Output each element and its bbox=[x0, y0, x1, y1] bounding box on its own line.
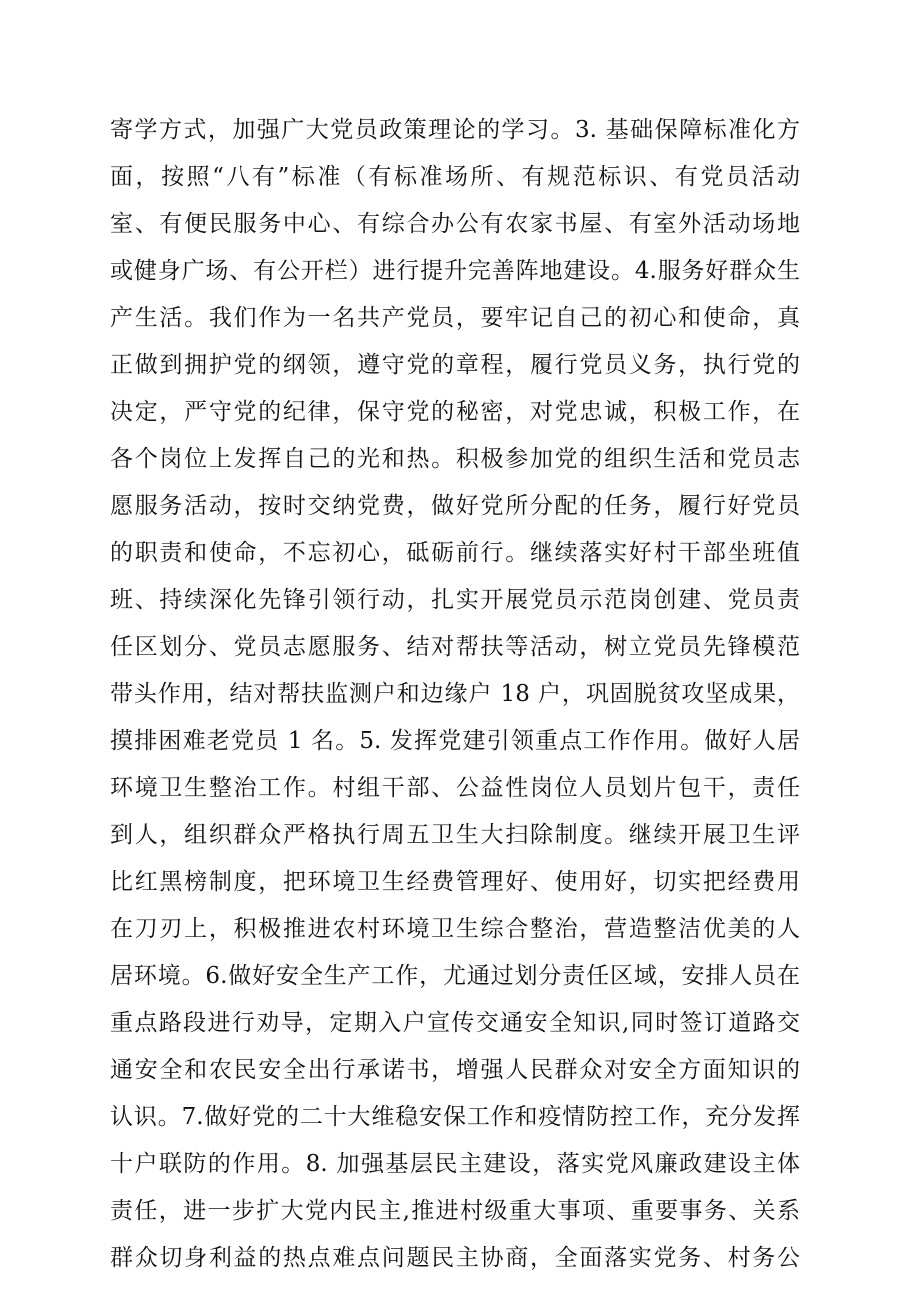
text-line: 群众切身利益的热点难点问题民主协商，全面落实党务、村务公 bbox=[110, 1245, 800, 1271]
text-line: 班、持续深化先锋引领行动，扎实开展党员示范岗创建、党员责 bbox=[110, 587, 800, 613]
text-line: 重点路段进行劝导，定期入户宣传交通安全知识,同时签订道路交 bbox=[110, 1010, 800, 1036]
text-line: 在刀刃上，积极推进农村环境卫生综合整治，营造整洁优美的人 bbox=[110, 916, 800, 942]
body-text bbox=[110, 107, 800, 1282]
text-line: 到人，组织群众严格执行周五卫生大扫除制度。继续开展卫生评 bbox=[110, 822, 800, 848]
text-line: 任区划分、党员志愿服务、结对帮扶等活动，树立党员先锋模范 bbox=[110, 634, 800, 660]
text-line: 或健身广场、有公开栏）进行提升完善阵地建设。4.服务好群众生 bbox=[110, 258, 800, 284]
text-line: 摸排困难老党员 1 名。5. 发挥党建引领重点工作作用。做好人居 bbox=[110, 728, 800, 754]
text-line: 带头作用，结对帮扶监测户和边缘户 18 户，巩固脱贫攻坚成果， bbox=[110, 681, 800, 707]
text-line: 产生活。我们作为一名共产党员，要牢记自己的初心和使命，真 bbox=[110, 305, 800, 331]
text-line: 面，按照“八有”标准（有标准场所、有规范标识、有党员活动 bbox=[110, 164, 800, 190]
text-line: 寄学方式，加强广大党员政策理论的学习。3. 基础保障标准化方 bbox=[110, 117, 800, 143]
text-line: 十户联防的作用。8. 加强基层民主建设，落实党风廉政建设主体 bbox=[110, 1151, 800, 1177]
text-line: 各个岗位上发挥自己的光和热。积极参加党的组织生活和党员志 bbox=[110, 446, 800, 472]
text-line: 环境卫生整治工作。村组干部、公益性岗位人员划片包干，责任 bbox=[110, 775, 800, 801]
text-line: 通安全和农民安全出行承诺书，增强人民群众对安全方面知识的 bbox=[110, 1057, 800, 1083]
text-line: 室、有便民服务中心、有综合办公有农家书屋、有室外活动场地 bbox=[110, 211, 800, 237]
text-line: 比红黑榜制度，把环境卫生经费管理好、使用好，切实把经费用 bbox=[110, 869, 800, 895]
text-line: 居环境。6.做好安全生产工作，尤通过划分责任区域，安排人员在 bbox=[110, 963, 800, 989]
text-line: 正做到拥护党的纲领，遵守党的章程，履行党员义务，执行党的 bbox=[110, 352, 800, 378]
text-line: 决定，严守党的纪律，保守党的秘密，对党忠诚，积极工作，在 bbox=[110, 399, 800, 425]
text-line: 愿服务活动，按时交纳党费，做好党所分配的任务，履行好党员 bbox=[110, 493, 800, 519]
text-line: 的职责和使命，不忘初心，砥砺前行。继续落实好村干部坐班值 bbox=[110, 540, 800, 566]
text-line: 责任，进一步扩大党内民主,推进村级重大事项、重要事务、关系 bbox=[110, 1198, 800, 1224]
text-line: 认识。7.做好党的二十大维稳安保工作和疫情防控工作，充分发挥 bbox=[110, 1104, 800, 1130]
